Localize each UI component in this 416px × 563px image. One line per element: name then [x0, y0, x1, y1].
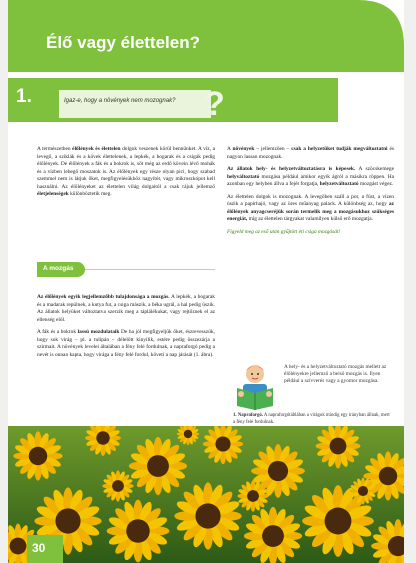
section-divider: [85, 269, 215, 270]
intro-paragraph: [37, 146, 215, 199]
bold-term: az élőlények anyagcseréjük során termelik meg a mozgásukhoz szükséges energiát,: [227, 201, 394, 222]
text-run: De ha jól megfigyeljük őket, észrevesszük, hogy sok virág – pl. a tulipán – délelőtt kinyílik, estére pedig összezárja a szirmait. A növények levelei általában a fény felé fordulnak, a napraforgó pedig a nevét is onnan kapta, hogy virága a fény felé fordul, követi a nap járását (1. ábra).: [37, 329, 215, 358]
info-text: A hely- és a helyzetváltoztató mozgás mellett az élőlényekre jellemző a belső mozgás is. Ilyen például a szívverés vagy a gyomor mozgása.: [284, 364, 387, 384]
sunflower: [107, 500, 170, 563]
question-mark-icon: ?: [204, 85, 225, 123]
left-column-bottom: [37, 294, 215, 364]
sunflower: [350, 478, 377, 505]
section-heading-box: [37, 262, 85, 277]
text-run: Az élettelen dolgok is mozognak. A levegőben száll a por, a füst, a vízen úszik a papírhajó, vagy az üres műanyag palack. A különbség az, hogy: [227, 193, 394, 207]
caption-text: A napraforgótáblában a virágok mindig egy irányban állnak, mert a fény felé fordulnak.: [233, 413, 390, 425]
text-run: különböztetik meg.: [68, 191, 112, 197]
caption-title: Napraforgó.: [237, 413, 263, 418]
plants-paragraph: [37, 329, 215, 359]
reading-child-icon: [227, 360, 283, 412]
sunflower: [174, 482, 241, 549]
textbook-page: [8, 0, 404, 563]
page-number-box: [27, 535, 63, 563]
bold-term: életjelenségek: [37, 191, 69, 197]
sunflower-field-photo: [8, 426, 404, 563]
page-title: Élő vagy élettelen?: [46, 33, 200, 52]
bold-term: élőlények és élettelen: [72, 146, 121, 152]
text-run: A szöcskemege: [355, 166, 394, 172]
text-run: míg az élettelen tárgyakat valamilyen külső erő mozgatja.: [247, 216, 374, 222]
text-run: mozgást végez.: [358, 181, 394, 187]
question-box: [59, 90, 211, 118]
bold-term: lassú mozdulataik: [77, 329, 120, 335]
bold-term: helyváltoztató: [227, 173, 260, 180]
bold-term: csak a helyzetüket tudják megváltoztatni: [291, 146, 388, 152]
text-run: A: [227, 146, 233, 152]
nonliving-paragraph: [227, 194, 394, 224]
sunflower: [102, 470, 133, 501]
sunflower: [13, 431, 62, 480]
caption-number: 1.: [233, 413, 237, 418]
text-run: és nagyon lassan mozognak.: [227, 146, 394, 160]
header-corner: [338, 0, 404, 72]
lesson-number: 1.: [16, 86, 32, 107]
sunflower: [129, 437, 187, 495]
observation-prompt: Figyeld meg az eső után gyűjtött éti csiga mozgását!: [227, 228, 341, 235]
figure-caption: [233, 413, 393, 426]
bold-term: helyzetváltoztató: [319, 181, 359, 187]
text-run: A fák és a bokrok: [37, 329, 78, 335]
sunflower: [237, 480, 268, 511]
animals-paragraph: [227, 166, 394, 189]
bold-term: növények: [232, 146, 255, 152]
text-run: A lepkék, a bogarak és a madarak repülnek, a kutya fut, a csiga mászik, a béka ugrál, a hal pedig úszik. Az állatok helyüket változtatva szerzik meg a táplálékukat, vagy rejtőznek el az ellenség elől.: [37, 294, 215, 323]
question-text: Igaz-e, hogy a növények nem mozognak?: [64, 98, 176, 104]
movement-paragraph: [37, 294, 215, 324]
text-run: mozgása például amikor egyik ágról a másikra röppen. Ha azonban egy helyben állva a fejét forgatja,: [227, 173, 394, 187]
page-number: 30: [32, 541, 46, 555]
text-run: – jellemzően –: [254, 146, 292, 152]
section-heading: A mozgás: [43, 265, 74, 272]
bold-term: Az élőlények egyik legjellemzőbb tulajdonsága a mozgás.: [37, 294, 170, 300]
bold-term: Az állatok hely- és helyzetváltoztatásra is képesek.: [227, 166, 356, 172]
left-column-top: [37, 146, 215, 204]
text-run: A természetben: [37, 146, 73, 152]
sunflower: [244, 507, 302, 563]
right-column: [227, 146, 394, 241]
plants-position-paragraph: [227, 146, 394, 161]
text-run: dolgok veszenek körül bennünket. A víz, a levegő, a sziklák és a kövek élettelenek, a lepkék, a bogarak és a csigák pedig élőlények. De élőlények a fák és a bokrok is, sőt még az erdő kövein lévő mohák és a vízben lebegő moszatok is. Az élőlények egy része olyan pici, hogy szabad szemmel nem is látjuk őket, megfigyelésükhöz nagyítót, vagy mikroszkópot kell használni. Az élőlényeket az élettelen világ dolgaitól a csak rájuk jellemző: [37, 146, 216, 190]
